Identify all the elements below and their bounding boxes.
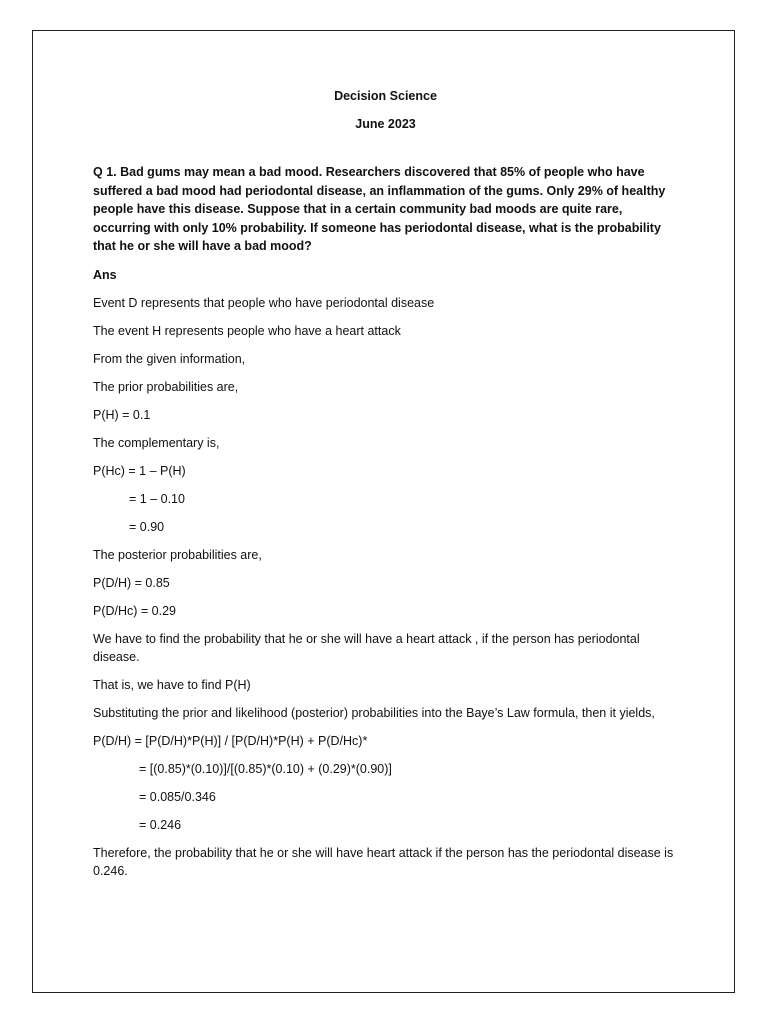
- formula-step-2: = [(0.85)*(0.10)]/[(0.85)*(0.10) + (0.29)*(0.90)]: [139, 761, 392, 776]
- posterior-value-1: P(D/H) = 0.85: [93, 575, 170, 590]
- event-d-definition: Event D represents that people who have periodontal disease: [93, 295, 435, 310]
- formula-step-4: = 0.246: [139, 817, 182, 832]
- complement-step-3: = 0.90: [129, 519, 165, 534]
- formula-step-1: P(D/H) = [P(D/H)*P(H)] / [P(D/H)*P(H) + P(D/Hc)*: [93, 733, 368, 748]
- formula-step-3: = 0.085/0.346: [139, 789, 216, 804]
- document-page: [32, 30, 735, 993]
- substitute-statement: Substituting the prior and likelihood (posterior) probabilities into the Baye’s Law formula, then it yields,: [93, 705, 655, 720]
- conclusion-text: Therefore, the probability that he or she will have heart attack if the person has the periodontal disease is 0.246.: [93, 845, 677, 878]
- prior-h-value: P(H) = 0.1: [93, 407, 151, 422]
- posterior-intro: The posterior probabilities are,: [93, 547, 262, 562]
- course-title: Decision Science: [334, 89, 437, 103]
- document-content: [93, 88, 678, 890]
- posterior-value-2: P(D/Hc) = 0.29: [93, 603, 177, 618]
- complement-step-1: P(Hc) = 1 – P(H): [93, 463, 186, 478]
- prior-intro: The prior probabilities are,: [93, 379, 239, 394]
- find-statement: We have to find the probability that he or she will have a heart attack , if the person has periodontal disease.: [93, 631, 644, 664]
- given-info-line: From the given information,: [93, 351, 246, 366]
- event-h-definition: The event H represents people who have a heart attack: [93, 323, 401, 338]
- find-short: That is, we have to find P(H): [93, 677, 251, 692]
- exam-date: June 2023: [355, 117, 416, 131]
- question-text: Q 1. Bad gums may mean a bad mood. Researchers discovered that 85% of people who have suffered a bad mood had periodontal disease, an inflammation of the gums. Only 29% of healthy people have this disease. Suppose that in a certain community bad moods are quite rare, occurring with only 10% probability. If someone has periodontal disease, what is the probability that he or she will have a bad mood?: [93, 165, 666, 253]
- complement-step-2: = 1 – 0.10: [129, 491, 185, 506]
- answer-label: Ans: [93, 267, 117, 282]
- complement-intro: The complementary is,: [93, 435, 220, 450]
